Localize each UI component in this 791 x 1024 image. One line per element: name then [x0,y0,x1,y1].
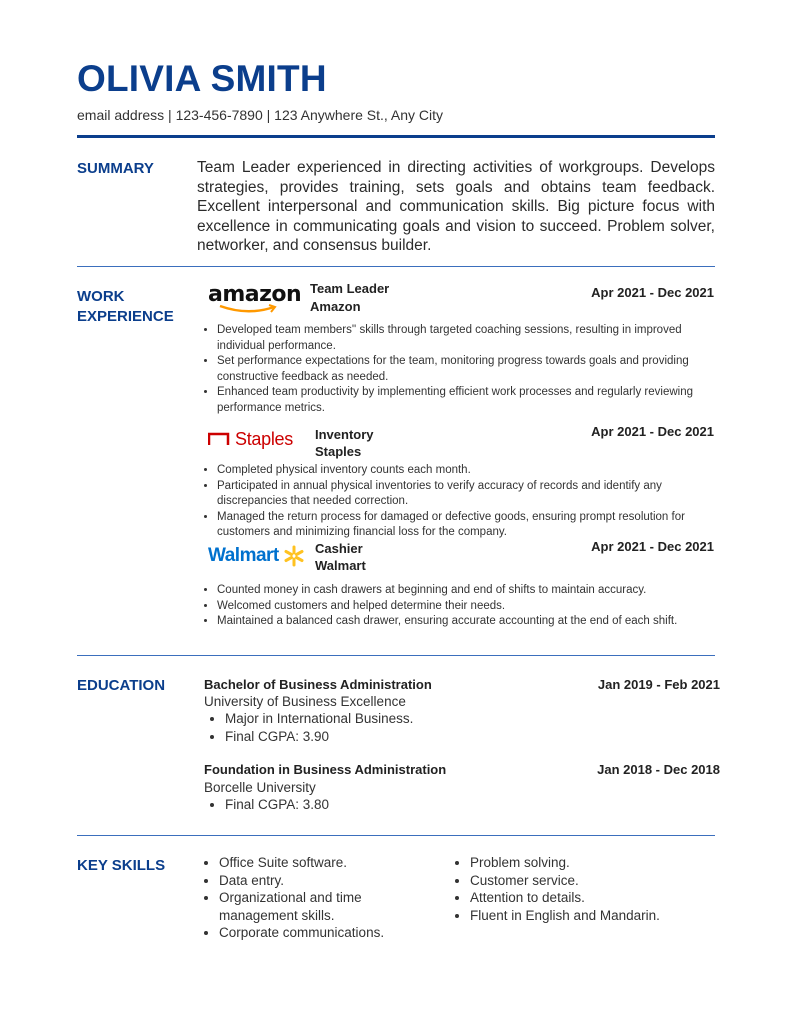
edu-school: University of Business Excellence [204,694,406,709]
job-bullets [203,463,705,541]
work-heading-line1: WORK [77,288,125,305]
job-company: Staples [315,444,362,459]
list-item: • Welcomed customers and helped determine their needs. [217,599,705,615]
skills-list-right [456,854,720,924]
edu-bullets [211,796,329,814]
list-item: • Fluent in English and Mandarin. [470,907,720,925]
walmart-logo: Walmart [208,545,308,569]
section-divider [77,835,715,836]
list-item: • Set performance expectations for the team, monitoring progress towards goals and providing constructive feedback as needed. [217,354,705,385]
edu-bullets [211,710,413,745]
list-item: • Managed the return process for damaged or defective goods, ensuring prompt resolution for customers and minimizing financial loss for the company. [217,510,705,541]
edu-degree: Foundation in Business Administration [204,762,447,777]
job-bullets [203,323,705,416]
amazon-logo: amazon [208,282,298,316]
edu-school: Borcelle University [204,780,316,795]
list-item: • Data entry. [219,872,419,890]
list-item: • Final CGPA: 3.80 [225,796,329,814]
list-item: • Corporate communications. [219,924,419,942]
list-item: • Completed physical inventory counts each month. [217,463,705,479]
walmart-spark-icon [282,544,306,568]
job-dates: Apr 2021 - Dec 2021 [591,539,714,554]
work-heading-line2: EXPERIENCE [77,308,174,325]
list-item: • Maintained a balanced cash drawer, ensuring accurate accounting at the end of each shift. [217,614,705,630]
job-bullets [203,583,705,630]
summary-text: Team Leader experienced in directing activities of workgroups. Develops strategies, provides training, sets goals and obtains team feedback. Excellent interpersonal and communication skills. Big picture focus with excellence in communicating goals and vision to succeed. Problem solver, networker, and consensus builder. [197,159,715,255]
job-title: Inventory [315,427,374,442]
job-dates: Apr 2021 - Dec 2021 [591,424,714,439]
list-item: • Customer service. [470,872,720,890]
list-item: • Participated in annual physical inventories to verify accuracy of records and identify any discrepancies that needed correction. [217,479,705,510]
resume-name: OLIVIA SMITH [77,58,327,99]
job-dates: Apr 2021 - Dec 2021 [591,285,714,300]
section-divider [77,266,715,267]
list-item: • Organizational and time management skills. [219,889,419,924]
header-divider [77,135,715,138]
contact-line: email address | 123-456-7890 | 123 Anywhere St., Any City [77,107,444,123]
education-heading: EDUCATION [77,677,166,694]
list-item: • Counted money in cash drawers at beginning and end of shifts to maintain accuracy. [217,583,705,599]
edu-dates: Jan 2019 - Feb 2021 [597,677,720,692]
edu-degree: Bachelor of Business Administration [204,677,432,692]
job-title: Team Leader [310,281,390,296]
list-item: • Developed team members'' skills through targeted coaching sessions, resulting in improved individual performance. [217,323,705,354]
list-item: • Final CGPA: 3.90 [225,728,413,746]
key-skills-heading: KEY SKILLS [77,857,166,874]
summary-heading: SUMMARY [77,160,154,177]
job-title: Cashier [315,541,363,556]
amazon-smile-icon [218,304,278,314]
list-item: • Problem solving. [470,854,720,872]
list-item: • Attention to details. [470,889,720,907]
edu-dates: Jan 2018 - Dec 2018 [597,762,720,777]
staples-mark-icon [208,432,230,446]
job-company: Amazon [310,299,361,314]
skills-list-left [205,854,419,942]
staples-logo: Staples [208,429,308,451]
list-item: • Enhanced team productivity by implementing efficient work processes and regularly reviewing performance metrics. [217,385,705,416]
job-company: Walmart [315,558,366,573]
section-divider [77,655,715,656]
work-experience-heading [77,287,187,327]
list-item: • Office Suite software. [219,854,419,872]
list-item: • Major in International Business. [225,710,413,728]
